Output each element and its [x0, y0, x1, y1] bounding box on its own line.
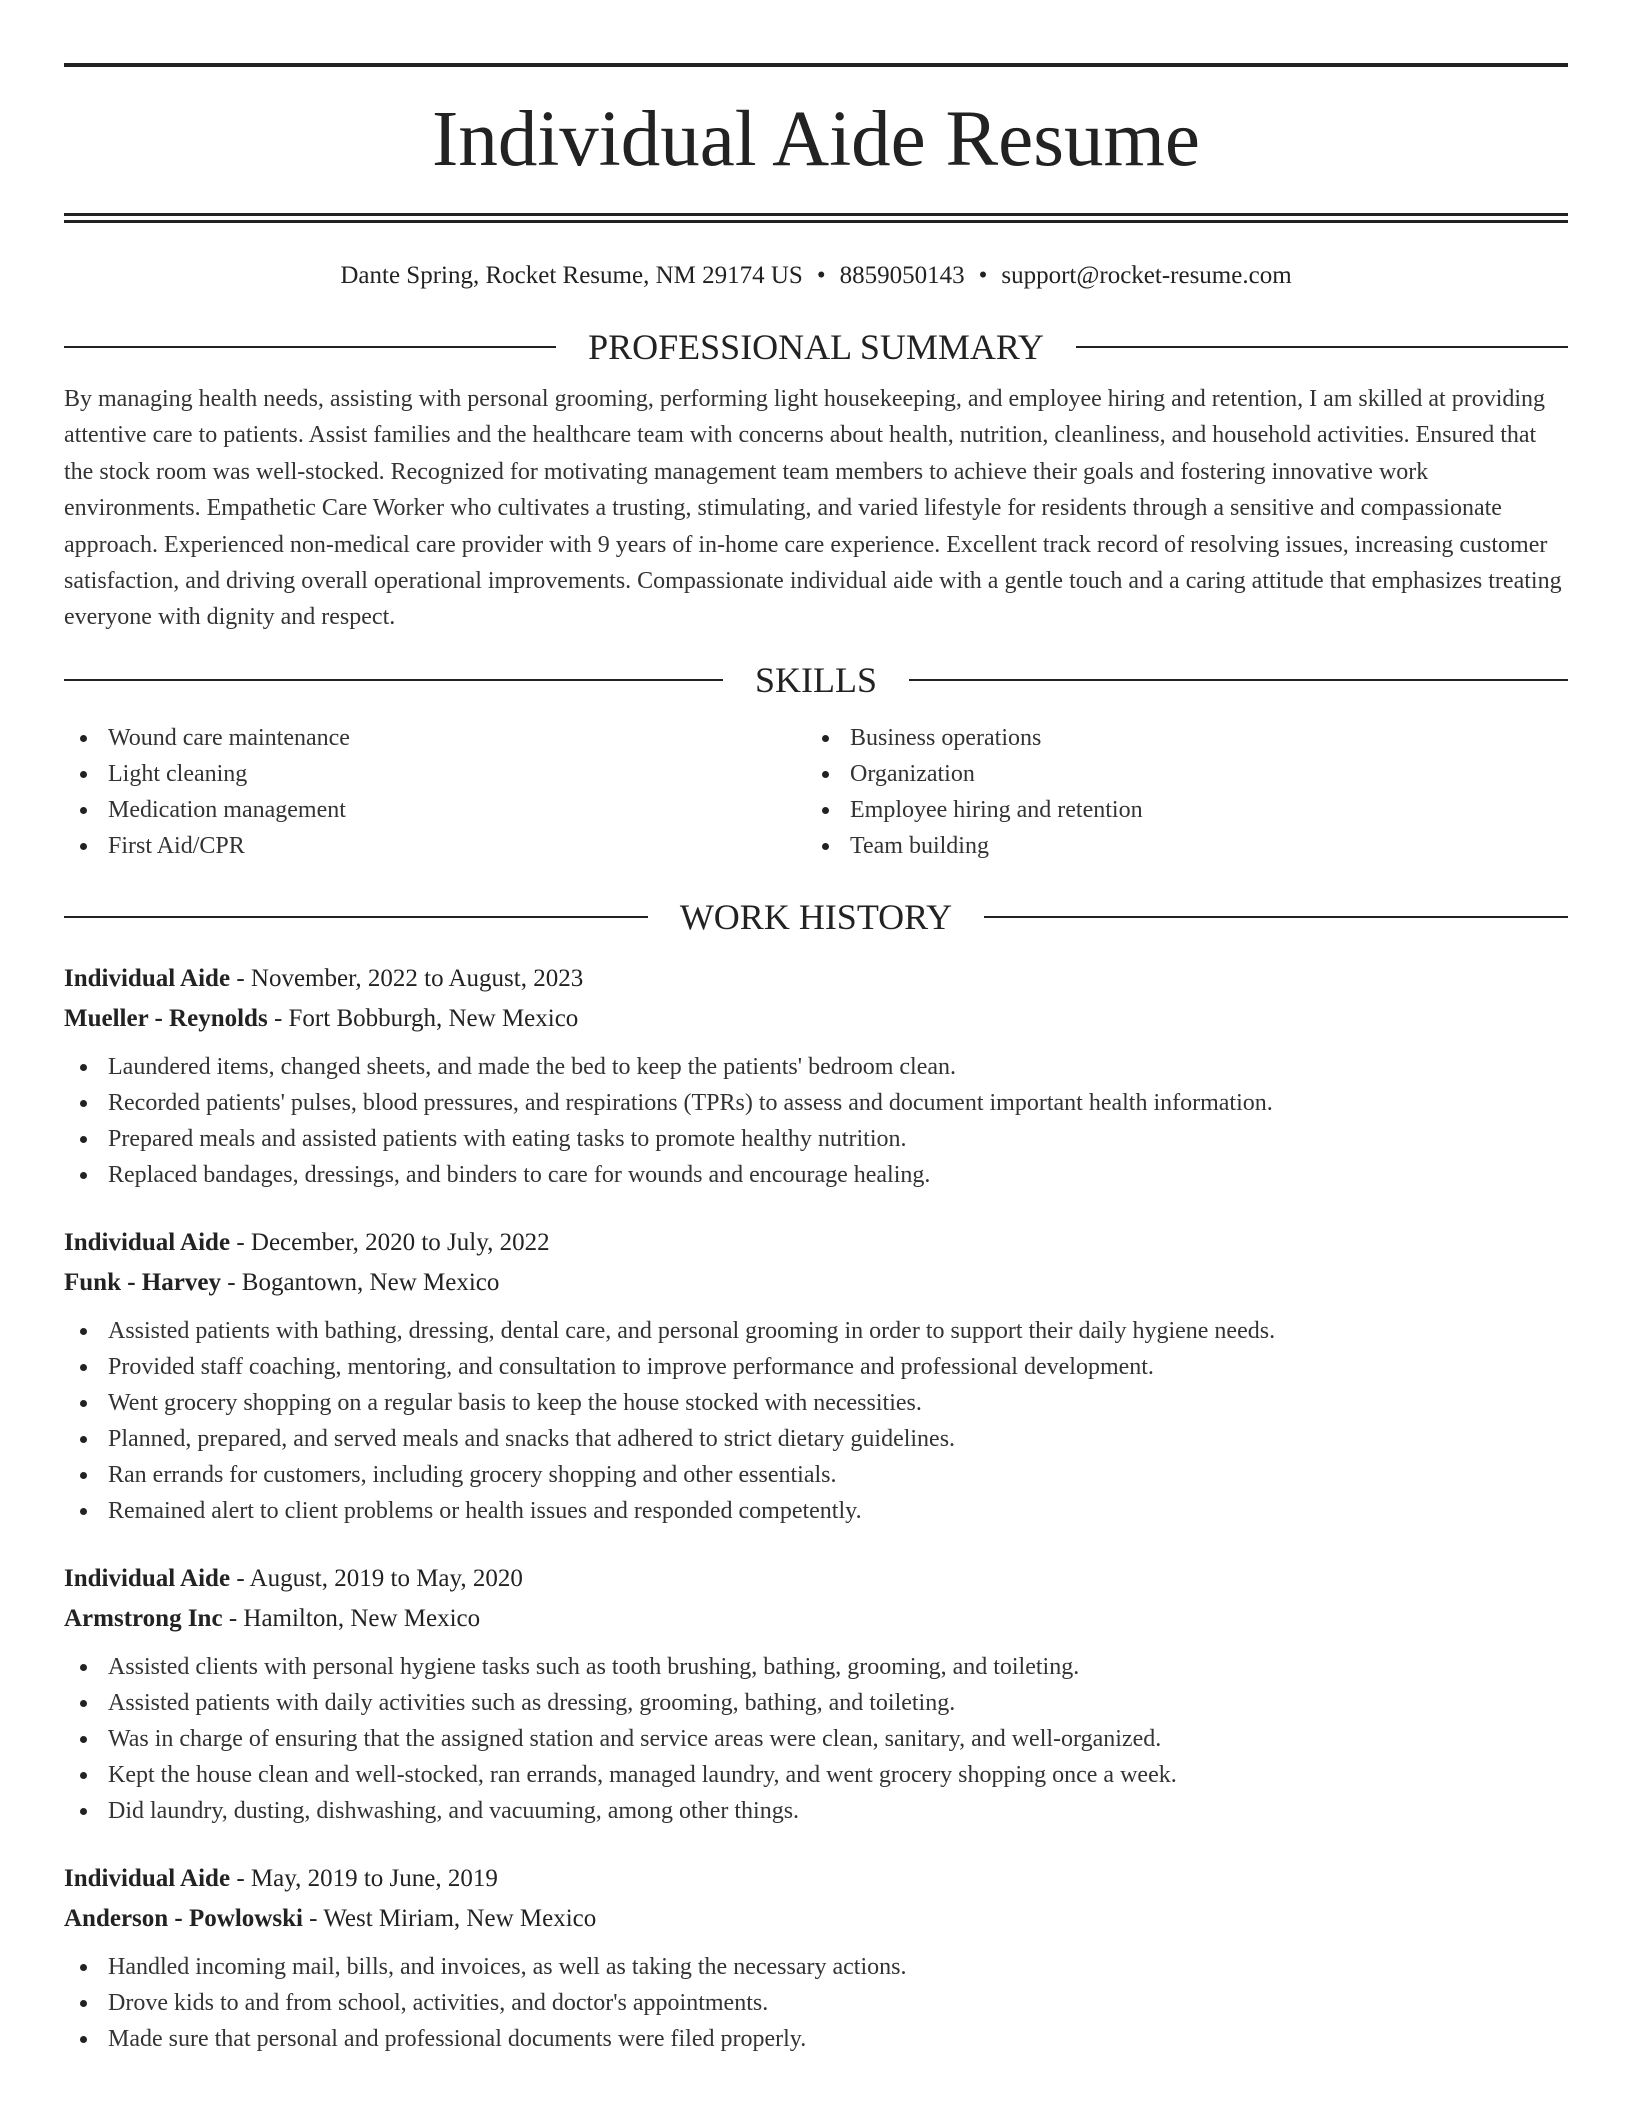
job-dates: November, 2022 to August, 2023 — [250, 964, 584, 992]
job-bullet: Laundered items, changed sheets, and made the bed to keep the patients' bedroom clean. — [64, 1049, 1568, 1085]
title-double-rule — [64, 213, 1568, 223]
skill-item: Organization — [806, 756, 1548, 792]
summary-section-header — [64, 327, 1568, 367]
job-entry — [64, 1859, 1568, 2057]
job-dash: - — [227, 1268, 236, 1296]
job-bullet: Did laundry, dusting, dishwashing, and vacuuming, among other things. — [64, 1793, 1568, 1829]
job-company: Armstrong Inc — [64, 1604, 223, 1632]
job-bullet: Replaced bandages, dressings, and binders to care for wounds and encourage healing. — [64, 1157, 1568, 1193]
job-dash: - — [236, 1564, 245, 1592]
job-bullet: Was in charge of ensuring that the assigned station and service areas were clean, sanitary, and well-organized. — [64, 1721, 1568, 1757]
job-title: Individual Aide — [64, 1564, 231, 1592]
contact-separator: • — [978, 262, 988, 289]
job-bullet-list — [64, 1949, 1568, 2057]
job-entry — [64, 959, 1568, 1193]
job-location: West Miriam, New Mexico — [323, 1904, 597, 1932]
skills-list-right — [806, 720, 1548, 864]
section-rule — [64, 916, 648, 918]
job-company-line — [64, 1263, 1568, 1303]
skill-item: Medication management — [64, 792, 806, 828]
job-dash: - — [273, 1004, 283, 1032]
job-entry — [64, 1223, 1568, 1529]
job-title: Individual Aide — [64, 1864, 231, 1892]
job-bullet: Ran errands for customers, including grocery shopping and other essentials. — [64, 1457, 1568, 1493]
document-title: Individual Aide Resume — [432, 96, 1200, 183]
section-rule — [64, 679, 723, 681]
job-location: Bogantown, New Mexico — [241, 1268, 500, 1296]
job-bullet: Assisted clients with personal hygiene tasks such as tooth brushing, bathing, grooming, and toileting. — [64, 1649, 1568, 1685]
job-dates: May, 2019 to June, 2019 — [250, 1864, 498, 1892]
job-bullet: Recorded patients' pulses, blood pressures, and respirations (TPRs) to assess and document important health information. — [64, 1085, 1568, 1121]
job-dash: - — [309, 1904, 318, 1932]
job-bullet: Made sure that personal and professional documents were filed properly. — [64, 2021, 1568, 2057]
job-dates: December, 2020 to July, 2022 — [250, 1228, 550, 1256]
summary-text: By managing health needs, assisting with personal grooming, performing light housekeeping, and employee hiring and retention, I am skilled at providing attentive care to patients. Assist families and the healthcare team with concerns about health, nutrition, cleanliness, and household activities. Ensured that the stock room was well-stocked. Recognized for motivating management team members to achieve their goals and fostering innovative work environments. Empathetic Care Worker who cultivates a trusting, stimulating, and varied lifestyle for residents through a sensitive and compassionate approach. Experienced non-medical care provider with 9 years of in-home care experience. Excellent track record of resolving issues, increasing customer satisfaction, and driving overall operational improvements. Compassionate individual aide with a gentle touch and a caring attitude that emphasizes treating everyone with dignity and respect. — [64, 386, 1562, 631]
contact-separator: • — [816, 262, 826, 289]
work-heading: WORK HISTORY — [679, 896, 953, 937]
skill-item: First Aid/CPR — [64, 828, 806, 864]
section-rule — [984, 916, 1568, 918]
skills-section-header — [64, 660, 1568, 700]
job-bullet: Kept the house clean and well-stocked, ran errands, managed laundry, and went grocery shopping once a week. — [64, 1757, 1568, 1793]
skills-list-left — [64, 720, 806, 864]
job-dash: - — [236, 1228, 245, 1256]
skill-item: Employee hiring and retention — [806, 792, 1548, 828]
job-company-line — [64, 1899, 1568, 1939]
skills-grid — [64, 720, 1568, 864]
job-company: Anderson - Powlowski — [64, 1904, 303, 1932]
job-bullet: Handled incoming mail, bills, and invoices, as well as taking the necessary actions. — [64, 1949, 1568, 1985]
contact-address: Dante Spring, Rocket Resume, NM 29174 US — [340, 262, 803, 289]
job-bullet: Drove kids to and from school, activities, and doctor's appointments. — [64, 1985, 1568, 2021]
contact-phone: 8859050143 — [839, 262, 965, 289]
job-title-line — [64, 1859, 1568, 1899]
job-dash: - — [236, 1864, 245, 1892]
job-bullet: Assisted patients with daily activities such as dressing, grooming, bathing, and toileting. — [64, 1685, 1568, 1721]
resume-page — [64, 0, 1568, 2057]
contact-email: support@rocket-resume.com — [1001, 262, 1292, 289]
job-bullet: Planned, prepared, and served meals and snacks that adhered to strict dietary guidelines. — [64, 1421, 1568, 1457]
job-bullet-list — [64, 1313, 1568, 1529]
job-company: Mueller - Reynolds — [64, 1004, 268, 1032]
skill-item: Team building — [806, 828, 1548, 864]
job-bullet: Prepared meals and assisted patients with eating tasks to promote healthy nutrition. — [64, 1121, 1568, 1157]
job-location: Hamilton, New Mexico — [243, 1604, 481, 1632]
job-title-line — [64, 959, 1568, 999]
job-company-line — [64, 999, 1568, 1039]
job-bullet: Went grocery shopping on a regular basis to keep the house stocked with necessities. — [64, 1385, 1568, 1421]
job-dash: - — [236, 964, 245, 992]
job-title: Individual Aide — [64, 1228, 231, 1256]
job-company: Funk - Harvey — [64, 1268, 221, 1296]
job-bullet: Provided staff coaching, mentoring, and consultation to improve performance and professional development. — [64, 1349, 1568, 1385]
job-bullet: Assisted patients with bathing, dressing, dental care, and personal grooming in order to support their daily hygiene needs. — [64, 1313, 1568, 1349]
skill-item: Business operations — [806, 720, 1548, 756]
job-company-line — [64, 1599, 1568, 1639]
job-bullet-list — [64, 1649, 1568, 1829]
work-section-header — [64, 897, 1568, 937]
job-dates: August, 2019 to May, 2020 — [249, 1564, 523, 1592]
section-rule — [1076, 346, 1568, 348]
job-bullet: Remained alert to client problems or health issues and responded competently. — [64, 1493, 1568, 1529]
summary-heading: PROFESSIONAL SUMMARY — [588, 327, 1044, 367]
skill-item: Wound care maintenance — [64, 720, 806, 756]
contact-line — [64, 261, 1568, 291]
job-bullet-list — [64, 1049, 1568, 1193]
job-title-line — [64, 1223, 1568, 1263]
job-location: Fort Bobburgh, New Mexico — [288, 1004, 579, 1032]
job-dash: - — [228, 1604, 238, 1632]
section-rule — [64, 346, 556, 348]
section-rule — [909, 679, 1568, 681]
job-entry — [64, 1559, 1568, 1829]
job-title: Individual Aide — [64, 964, 231, 992]
job-title-line — [64, 1559, 1568, 1599]
skills-heading: SKILLS — [755, 659, 878, 700]
skill-item: Light cleaning — [64, 756, 806, 792]
